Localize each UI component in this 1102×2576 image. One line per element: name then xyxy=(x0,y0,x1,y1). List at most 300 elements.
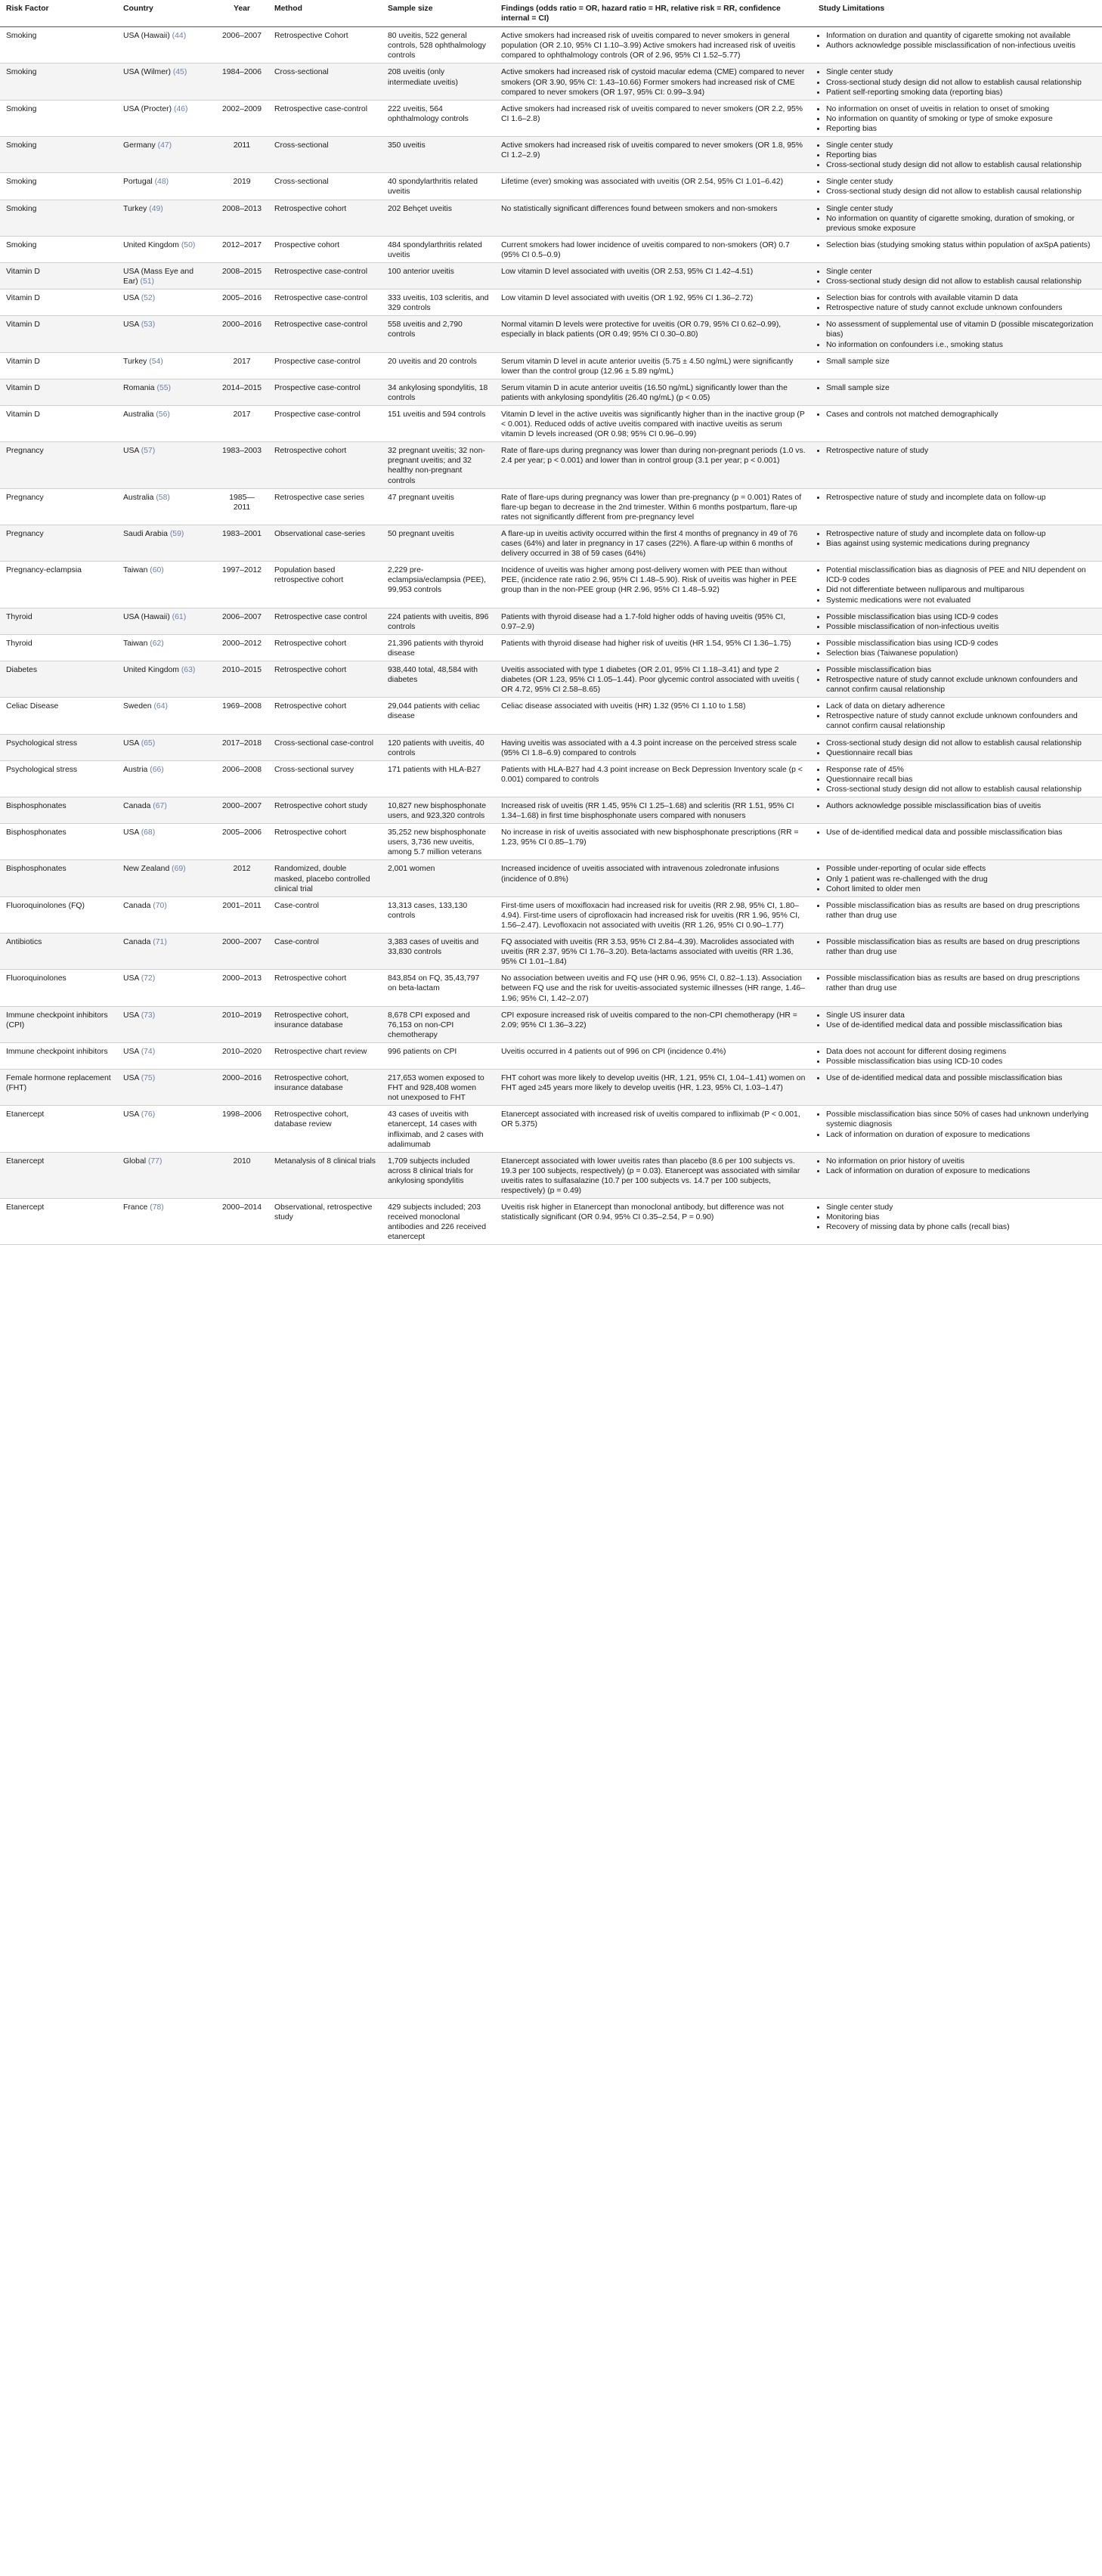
limitation-item: • Single center xyxy=(826,267,1096,277)
sample-size-cell: 843,854 on FQ, 35,43,797 on beta-lactam xyxy=(382,970,495,1006)
country-name: USA xyxy=(123,447,139,456)
method-cell: Retrospective cohort xyxy=(268,970,382,1006)
findings-cell: Low vitamin D level associated with uveitis (OR 2.53, 95% CI 1.42–4.51) xyxy=(495,262,813,289)
limitation-item: • Did not differentiate between nulliparous and multiparous xyxy=(826,585,1096,595)
country-cell xyxy=(117,100,215,136)
limitations-list xyxy=(819,240,1096,250)
limitation-item: • Recovery of missing data by phone calls (recall bias) xyxy=(826,1222,1096,1232)
limitations-list xyxy=(819,1110,1096,1139)
limitation-item: • Single center study xyxy=(826,141,1096,150)
country-name: Canada xyxy=(123,901,151,910)
header-findings: Findings (odds ratio = OR, hazard ratio = HR, relative risk = RR, confidence internal = CI) xyxy=(495,0,813,27)
risk-factor-cell: Psychological stress xyxy=(0,760,117,797)
year-cell: 2010–2020 xyxy=(215,1042,268,1069)
sample-size-cell: 217,653 women exposed to FHT and 928,408 women not unexposed to FHT xyxy=(382,1070,495,1106)
limitations-list xyxy=(819,31,1096,51)
risk-factor-table-container xyxy=(0,0,1102,1245)
sample-size-cell: 208 uveitis (only intermediate uveitis) xyxy=(382,63,495,100)
risk-factor-cell: Bisphosphonates xyxy=(0,824,117,860)
limitations-cell xyxy=(813,27,1102,63)
table-row xyxy=(0,1006,1102,1042)
reference-link[interactable]: (55) xyxy=(156,383,171,392)
sample-size-cell: 20 uveitis and 20 controls xyxy=(382,352,495,379)
country-name: Saudi Arabia xyxy=(123,529,168,538)
limitation-item: • Information on duration and quantity of cigarette smoking not available xyxy=(826,31,1096,41)
country-cell xyxy=(117,896,215,933)
findings-cell: A flare-up in uveitis activity occurred within the first 4 months of pregnancy in 49 of 76 cases (64%) and later in pregnancy in 17 cases (22%). A flare-up within 6 months of delivery occurred in 38 of 59 cases (64%) xyxy=(495,525,813,561)
findings-cell: Uveitis risk higher in Etanercept than monoclonal antibody, but difference was not statistically significant (OR 0.94, 95% CI 0.35–2.54, P = 0.90) xyxy=(495,1199,813,1245)
country-name: United Kingdom xyxy=(123,665,179,674)
country-cell xyxy=(117,1106,215,1152)
limitations-list xyxy=(819,665,1096,695)
method-cell: Retrospective case-control xyxy=(268,289,382,316)
reference-link[interactable]: (74) xyxy=(141,1047,156,1056)
reference-link[interactable]: (64) xyxy=(153,702,168,711)
table-row xyxy=(0,797,1102,824)
country-name: Turkey xyxy=(123,204,147,213)
year-cell: 2000–2013 xyxy=(215,970,268,1006)
limitation-item: • No information on prior history of uveitis xyxy=(826,1156,1096,1166)
limitation-item: • Questionnaire recall bias xyxy=(826,775,1096,785)
sample-size-cell: 333 uveitis, 103 scleritis, and 329 controls xyxy=(382,289,495,316)
findings-cell: Patients with HLA-B27 had 4.3 point increase on Beck Depression Inventory scale (p < 0.001) compared to controls xyxy=(495,760,813,797)
table-row xyxy=(0,1199,1102,1245)
reference-link[interactable]: (62) xyxy=(150,639,164,648)
country-cell xyxy=(117,1199,215,1245)
reference-link[interactable]: (78) xyxy=(150,1203,164,1212)
year-cell: 2005–2006 xyxy=(215,824,268,860)
findings-cell: Increased incidence of uveitis associated with intravenous zoledronate infusions (incidence of 0.8%) xyxy=(495,860,813,896)
risk-factor-cell: Vitamin D xyxy=(0,379,117,405)
reference-link[interactable]: (51) xyxy=(140,277,155,286)
findings-cell: Active smokers had increased risk of uveitis compared to never smokers (OR 1.8, 95% CI 1.2–2.9) xyxy=(495,137,813,173)
limitation-item: • Single center study xyxy=(826,1203,1096,1212)
reference-link[interactable]: (50) xyxy=(181,240,196,249)
sample-size-cell: 100 anterior uveitis xyxy=(382,262,495,289)
risk-factor-cell: Fluoroquinolones xyxy=(0,970,117,1006)
country-cell xyxy=(117,562,215,608)
reference-link[interactable]: (48) xyxy=(154,178,169,187)
reference-link[interactable]: (49) xyxy=(149,204,163,213)
table-row xyxy=(0,200,1102,236)
year-cell: 2000–2016 xyxy=(215,316,268,352)
year-cell: 2001–2011 xyxy=(215,896,268,933)
limitations-cell xyxy=(813,63,1102,100)
year-cell: 2019 xyxy=(215,173,268,200)
country-cell xyxy=(117,137,215,173)
sample-size-cell: 43 cases of uveitis with etanercept, 14 cases with infliximab, and 2 cases with adalimumab xyxy=(382,1106,495,1152)
year-cell: 2012 xyxy=(215,860,268,896)
limitations-list xyxy=(819,1073,1096,1083)
sample-size-cell: 21,396 patients with thyroid disease xyxy=(382,634,495,661)
sample-size-cell: 47 pregnant uveitis xyxy=(382,488,495,525)
reference-link[interactable]: (70) xyxy=(153,901,167,910)
limitation-item: • Single center study xyxy=(826,67,1096,77)
limitation-item: • Authors acknowledge possible misclassification bias of uveitis xyxy=(826,801,1096,811)
limitation-item: • Cross-sectional study design did not allow to establish causal relationship xyxy=(826,738,1096,748)
limitation-item: • Retrospective nature of study and incomplete data on follow-up xyxy=(826,529,1096,539)
limitation-item: • No assessment of supplemental use of vitamin D (possible miscategorization bias) xyxy=(826,320,1096,339)
findings-cell: Rate of flare-ups during pregnancy was lower than pre-pregnancy (p = 0.001) Rates of flare-up began to decrease in the 2nd trimester. Within 6 months postpartum, flare-up rates not significantly different from pre-pregnancy level xyxy=(495,488,813,525)
reference-link[interactable]: (63) xyxy=(181,665,196,674)
reference-link[interactable]: (69) xyxy=(172,865,186,874)
risk-factor-cell: Smoking xyxy=(0,236,117,262)
limitations-list xyxy=(819,1011,1096,1030)
limitations-cell xyxy=(813,860,1102,896)
findings-cell: Patients with thyroid disease had higher risk of uveitis (HR 1.54, 95% CI 1.36–1.75) xyxy=(495,634,813,661)
findings-cell: CPI exposure increased risk of uveitis compared to the non-CPI chemotherapy (HR = 2.09; 95% CI 1.36–3.22) xyxy=(495,1006,813,1042)
reference-link[interactable]: (71) xyxy=(153,938,167,947)
country-name: New Zealand xyxy=(123,865,170,874)
limitations-cell xyxy=(813,289,1102,316)
table-row xyxy=(0,860,1102,896)
limitations-list xyxy=(819,639,1096,658)
risk-factor-cell: Celiac Disease xyxy=(0,698,117,734)
method-cell: Cross-sectional case-control xyxy=(268,734,382,760)
table-row xyxy=(0,824,1102,860)
limitation-item: • Possible misclassification bias xyxy=(826,665,1096,675)
limitations-list xyxy=(819,701,1096,731)
limitation-item: • Patient self-reporting smoking data (reporting bias) xyxy=(826,88,1096,98)
method-cell: Randomized, double masked, placebo controlled clinical trial xyxy=(268,860,382,896)
reference-link[interactable]: (65) xyxy=(141,738,156,748)
risk-factor-cell: Etanercept xyxy=(0,1152,117,1198)
limitation-item: • Selection bias for controls with available vitamin D data xyxy=(826,293,1096,303)
sample-size-cell: 2,229 pre-eclampsia/eclampsia (PEE), 99,953 controls xyxy=(382,562,495,608)
header-limitations: Study Limitations xyxy=(813,0,1102,27)
limitation-item: • Small sample size xyxy=(826,357,1096,367)
limitations-cell xyxy=(813,525,1102,561)
country-cell xyxy=(117,289,215,316)
year-cell: 2014–2015 xyxy=(215,379,268,405)
table-row xyxy=(0,698,1102,734)
limitation-item: • Single center study xyxy=(826,204,1096,214)
reference-link[interactable]: (57) xyxy=(141,447,156,456)
limitations-list xyxy=(819,293,1096,313)
findings-cell: Increased risk of uveitis (RR 1.45, 95% CI 1.25–1.68) and scleritis (RR 1.51, 95% CI 1.34–1.68) in first time bisphosphonate users compared with nonusers xyxy=(495,797,813,824)
limitations-list xyxy=(819,357,1096,367)
method-cell: Retrospective cohort xyxy=(268,824,382,860)
risk-factor-cell: Diabetes xyxy=(0,661,117,697)
limitations-cell xyxy=(813,262,1102,289)
limitations-list xyxy=(819,529,1096,549)
method-cell: Retrospective cohort xyxy=(268,200,382,236)
sample-size-cell: 8,678 CPI exposed and 76,153 on non-CPI chemotherapy xyxy=(382,1006,495,1042)
table-row xyxy=(0,262,1102,289)
table-row xyxy=(0,488,1102,525)
risk-factor-cell: Antibiotics xyxy=(0,933,117,970)
method-cell: Retrospective cohort xyxy=(268,634,382,661)
limitations-list xyxy=(819,864,1096,893)
findings-cell: First-time users of moxifloxacin had increased risk for uveitis (RR 2.98, 95% CI, 1.80–4.94). First-time users of ciprofloxacin had increased risk for uveitis (RR 1.96, 95% CI, 1.56–2.47). Levofloxacin not associated with uveitis (RR 1.26, 95% CI 0.90–1.77) xyxy=(495,896,813,933)
findings-cell: Rate of flare-ups during pregnancy was lower than during non-pregnant periods (1.0 vs. 2.4 per year; p < 0.001) and lower than in control group (3.1 per year; p < 0.001) xyxy=(495,442,813,488)
table-row xyxy=(0,173,1102,200)
limitation-item: • Retrospective nature of study cannot exclude unknown confounders and cannot confirm causal relationship xyxy=(826,675,1096,695)
reference-link[interactable]: (56) xyxy=(156,410,170,419)
risk-factor-cell: Pregnancy-eclampsia xyxy=(0,562,117,608)
year-cell: 2002–2009 xyxy=(215,100,268,136)
findings-cell: Uveitis associated with type 1 diabetes (OR 2.01, 95% CI 1.18–3.41) and type 2 diabetes (OR 1.23, 95% CI 1.05–1.44). Poor glycemic control associated with uveitis ( OR 4.72, 95% CI 2.58–8.65) xyxy=(495,661,813,697)
year-cell: 2000–2014 xyxy=(215,1199,268,1245)
header-sample-size: Sample size xyxy=(382,0,495,27)
header-country: Country xyxy=(117,0,215,27)
risk-factor-cell: Bisphosphonates xyxy=(0,860,117,896)
country-cell xyxy=(117,442,215,488)
year-cell: 2006–2007 xyxy=(215,608,268,634)
reference-link[interactable]: (61) xyxy=(172,612,187,621)
country-cell xyxy=(117,970,215,1006)
risk-factor-cell: Female hormone replacement (FHT) xyxy=(0,1070,117,1106)
sample-size-cell: 120 patients with uveitis, 40 controls xyxy=(382,734,495,760)
country-cell xyxy=(117,525,215,561)
limitations-cell xyxy=(813,406,1102,442)
country-name: Canada xyxy=(123,802,151,810)
country-name: Turkey xyxy=(123,357,147,366)
limitations-list xyxy=(819,446,1096,456)
limitation-item: • Possible misclassification bias using ICD-9 codes xyxy=(826,612,1096,622)
risk-factor-cell: Pregnancy xyxy=(0,442,117,488)
country-name: USA xyxy=(123,738,139,748)
sample-size-cell: 224 patients with uveitis, 896 controls xyxy=(382,608,495,634)
risk-factor-cell: Smoking xyxy=(0,27,117,63)
reference-link[interactable]: (46) xyxy=(173,104,188,113)
limitation-item: • Possible misclassification of non-infectious uveitis xyxy=(826,622,1096,632)
table-row xyxy=(0,1070,1102,1106)
limitations-cell xyxy=(813,698,1102,734)
limitation-item: • Cohort limited to older men xyxy=(826,884,1096,894)
limitation-item: • Use of de-identified medical data and possible misclassification bias xyxy=(826,828,1096,838)
reference-link[interactable]: (59) xyxy=(169,529,184,538)
sample-size-cell: 34 ankylosing spondylitis, 18 controls xyxy=(382,379,495,405)
limitation-item: • Possible misclassification bias as results are based on drug prescriptions rather than drug use xyxy=(826,901,1096,921)
limitation-item: • Bias against using systemic medications during pregnancy xyxy=(826,539,1096,549)
country-cell xyxy=(117,824,215,860)
sample-size-cell: 29,044 patients with celiac disease xyxy=(382,698,495,734)
method-cell: Retrospective cohort, insurance database xyxy=(268,1070,382,1106)
limitations-cell xyxy=(813,352,1102,379)
sample-size-cell: 3,383 cases of uveitis and 33,830 controls xyxy=(382,933,495,970)
reference-link[interactable]: (67) xyxy=(153,802,167,810)
limitations-list xyxy=(819,738,1096,758)
method-cell: Retrospective case series xyxy=(268,488,382,525)
year-cell: 1969–2008 xyxy=(215,698,268,734)
limitation-item: • Reporting bias xyxy=(826,124,1096,134)
country-name: USA xyxy=(123,320,139,330)
sample-size-cell: 350 uveitis xyxy=(382,137,495,173)
reference-link[interactable]: (53) xyxy=(141,320,156,330)
limitations-list xyxy=(819,410,1096,420)
risk-factor-cell: Fluoroquinolones (FQ) xyxy=(0,896,117,933)
country-name: USA (Hawaii) xyxy=(123,32,170,41)
year-cell: 2000–2012 xyxy=(215,634,268,661)
risk-factor-cell: Vitamin D xyxy=(0,406,117,442)
method-cell: Prospective case-control xyxy=(268,406,382,442)
year-cell: 1984–2006 xyxy=(215,63,268,100)
limitations-list xyxy=(819,1203,1096,1232)
findings-cell: Lifetime (ever) smoking was associated with uveitis (OR 2.54, 95% CI 1.01–6.42) xyxy=(495,173,813,200)
country-name: Taiwan xyxy=(123,639,148,648)
country-name: Canada xyxy=(123,938,151,947)
limitation-item: • Cases and controls not matched demographically xyxy=(826,410,1096,420)
limitations-cell xyxy=(813,608,1102,634)
risk-factor-cell: Thyroid xyxy=(0,634,117,661)
method-cell: Cross-sectional xyxy=(268,63,382,100)
limitations-list xyxy=(819,974,1096,993)
year-cell: 1985—2011 xyxy=(215,488,268,525)
sample-size-cell: 1,709 subjects included across 8 clinical trials for ankylosing spondylitis xyxy=(382,1152,495,1198)
risk-factor-cell: Thyroid xyxy=(0,608,117,634)
limitations-cell xyxy=(813,1042,1102,1069)
limitations-cell xyxy=(813,173,1102,200)
limitations-list xyxy=(819,901,1096,921)
risk-factor-cell: Vitamin D xyxy=(0,316,117,352)
method-cell: Metanalysis of 8 clinical trials xyxy=(268,1152,382,1198)
limitations-list xyxy=(819,828,1096,838)
reference-link[interactable]: (75) xyxy=(141,1074,156,1083)
limitation-item: • Small sample size xyxy=(826,383,1096,393)
limitation-item: • Retrospective nature of study cannot exclude unknown confounders and cannot confirm causal relationship xyxy=(826,711,1096,731)
country-name: France xyxy=(123,1203,148,1212)
sample-size-cell: 996 patients on CPI xyxy=(382,1042,495,1069)
header-row xyxy=(0,0,1102,27)
findings-cell: Active smokers had increased risk of cystoid macular edema (CME) compared to never smokers (OR 3.90, 95% CI: 1.43–10.66) Former smokers had increased risk of CME compared to never smokers (OR 1.97, 95% CI: 0.99–3.94) xyxy=(495,63,813,100)
table-row xyxy=(0,442,1102,488)
limitations-cell xyxy=(813,634,1102,661)
limitation-item: • Selection bias (studying smoking status within population of axSpA patients) xyxy=(826,240,1096,250)
limitations-cell xyxy=(813,1199,1102,1245)
country-cell xyxy=(117,488,215,525)
method-cell: Retrospective cohort study xyxy=(268,797,382,824)
limitation-item: • Retrospective nature of study cannot exclude unknown confounders xyxy=(826,303,1096,313)
limitations-cell xyxy=(813,100,1102,136)
limitations-cell xyxy=(813,316,1102,352)
limitations-cell xyxy=(813,1070,1102,1106)
reference-link[interactable]: (52) xyxy=(141,294,156,303)
findings-cell: Etanercept associated with lower uveitis rates than placebo (8.6 per 100 subjects vs. 19.3 per 100 subjects, respectively) (p = 0.03). Etanercept was associated with similar uveitis rates to sulfasalazine (10.7 per 100 subjects vs. 14.7 per 100 subjects, respectively) (p = 0.49) xyxy=(495,1152,813,1198)
reference-link[interactable]: (47) xyxy=(157,141,172,150)
table-row xyxy=(0,608,1102,634)
reference-link[interactable]: (44) xyxy=(172,32,187,41)
limitation-item: • Cross-sectional study design did not allow to establish causal relationship xyxy=(826,78,1096,88)
table-row xyxy=(0,236,1102,262)
country-cell xyxy=(117,316,215,352)
risk-factor-cell: Etanercept xyxy=(0,1199,117,1245)
findings-cell: FHT cohort was more likely to develop uveitis (HR, 1.21, 95% CI, 1.04–1.41) women on FHT aged ≥45 years more likely to develop uveitis (HR, 1.23, 95% CI, 1.03–1.47) xyxy=(495,1070,813,1106)
limitation-item: • Use of de-identified medical data and possible misclassification bias xyxy=(826,1020,1096,1030)
table-row xyxy=(0,661,1102,697)
year-cell: 2000–2007 xyxy=(215,797,268,824)
reference-link[interactable]: (76) xyxy=(141,1110,156,1119)
country-cell xyxy=(117,734,215,760)
limitations-cell xyxy=(813,137,1102,173)
method-cell: Observational case-series xyxy=(268,525,382,561)
reference-link[interactable]: (66) xyxy=(150,765,164,774)
limitations-cell xyxy=(813,488,1102,525)
limitations-list xyxy=(819,104,1096,134)
table-row xyxy=(0,63,1102,100)
sample-size-cell: 40 spondylarthritis related uveitis xyxy=(382,173,495,200)
method-cell: Population based retrospective cohort xyxy=(268,562,382,608)
findings-cell: Incidence of uveitis was higher among post-delivery women with PEE than without PEE, (incidence rate ratio 2.96, 95% CI 1.48–5.90). Risk of uveitis was higher in PEE group than in the non-PEE group (HR 2.96, 95% CI 1.48–5.92) xyxy=(495,562,813,608)
limitations-list xyxy=(819,1047,1096,1067)
country-cell xyxy=(117,1152,215,1198)
method-cell: Observational, retrospective study xyxy=(268,1199,382,1245)
limitation-item: • Single center study xyxy=(826,177,1096,187)
reference-link[interactable]: (77) xyxy=(147,1156,163,1166)
country-name: Taiwan xyxy=(123,566,148,575)
method-cell: Case-control xyxy=(268,896,382,933)
limitations-list xyxy=(819,204,1096,234)
limitation-item: • Possible misclassification bias since 50% of cases had unknown underlying systemic diagnosis xyxy=(826,1110,1096,1129)
sample-size-cell: 13,313 cases, 133,130 controls xyxy=(382,896,495,933)
limitations-cell xyxy=(813,200,1102,236)
reference-link[interactable]: (68) xyxy=(141,828,156,838)
limitations-cell xyxy=(813,933,1102,970)
country-name: Australia xyxy=(123,493,154,502)
risk-factor-cell: Etanercept xyxy=(0,1106,117,1152)
limitations-cell xyxy=(813,824,1102,860)
findings-cell: Celiac disease associated with uveitis (HR) 1.32 (95% CI 1.10 to 1.58) xyxy=(495,698,813,734)
limitation-item: • Cross-sectional study design did not allow to establish causal relationship xyxy=(826,277,1096,286)
table-row xyxy=(0,379,1102,405)
table-row xyxy=(0,933,1102,970)
country-name: Global xyxy=(123,1156,147,1166)
country-name: USA (Wilmer) xyxy=(123,68,171,77)
reference-link[interactable]: (58) xyxy=(156,493,170,502)
sample-size-cell: 429 subjects included; 203 received monoclonal antibodies and 226 received etanercept xyxy=(382,1199,495,1245)
country-name: USA (Mass Eye and Ear) xyxy=(123,267,193,286)
reference-link[interactable]: (60) xyxy=(150,566,164,575)
country-cell xyxy=(117,797,215,824)
sample-size-cell: 32 pregnant uveitis; 32 non-pregnant uveitis; and 32 healthy non-pregnant controls xyxy=(382,442,495,488)
country-cell xyxy=(117,634,215,661)
year-cell: 2008–2015 xyxy=(215,262,268,289)
method-cell: Retrospective case-control xyxy=(268,262,382,289)
year-cell: 2000–2007 xyxy=(215,933,268,970)
table-row xyxy=(0,634,1102,661)
country-name: USA (Procter) xyxy=(123,104,172,113)
table-row xyxy=(0,734,1102,760)
sample-size-cell: 10,827 new bisphosphonate users, and 923,320 controls xyxy=(382,797,495,824)
limitation-item: • Possible misclassification bias using ICD-9 codes xyxy=(826,639,1096,649)
reference-link[interactable]: (45) xyxy=(172,68,187,77)
table-row xyxy=(0,27,1102,63)
reference-link[interactable]: (73) xyxy=(141,1011,156,1020)
country-name: USA xyxy=(123,294,139,303)
limitation-item: • Lack of information on duration of exposure to medications xyxy=(826,1130,1096,1140)
reference-link[interactable]: (54) xyxy=(149,357,163,366)
sample-size-cell: 938,440 total, 48,584 with diabetes xyxy=(382,661,495,697)
country-cell xyxy=(117,860,215,896)
year-cell: 2012–2017 xyxy=(215,236,268,262)
limitations-cell xyxy=(813,1106,1102,1152)
limitations-list xyxy=(819,612,1096,632)
findings-cell: FQ associated with uveitis (RR 3.53, 95% CI 2.84–4.39). Macrolides associated with uveitis (RR 2.37, 95% CI 1.76–3.20). Beta-lactams associated with uveitis (RR 1.36, 95% CI 1.01–1.84) xyxy=(495,933,813,970)
risk-factor-cell: Bisphosphonates xyxy=(0,797,117,824)
table-row xyxy=(0,1152,1102,1198)
risk-factor-cell: Vitamin D xyxy=(0,262,117,289)
limitation-item: • Possible misclassification bias using ICD-10 codes xyxy=(826,1057,1096,1067)
year-cell: 2011 xyxy=(215,137,268,173)
country-cell xyxy=(117,933,215,970)
risk-factor-cell: Vitamin D xyxy=(0,352,117,379)
method-cell: Retrospective case-control xyxy=(268,316,382,352)
risk-factor-cell: Immune checkpoint inhibitors (CPI) xyxy=(0,1006,117,1042)
reference-link[interactable]: (72) xyxy=(141,974,156,983)
limitation-item: • Possible misclassification bias as results are based on drug prescriptions rather than drug use xyxy=(826,937,1096,957)
limitation-item: • Authors acknowledge possible misclassification of non-infectious uveitis xyxy=(826,41,1096,51)
risk-factor-cell: Pregnancy xyxy=(0,525,117,561)
